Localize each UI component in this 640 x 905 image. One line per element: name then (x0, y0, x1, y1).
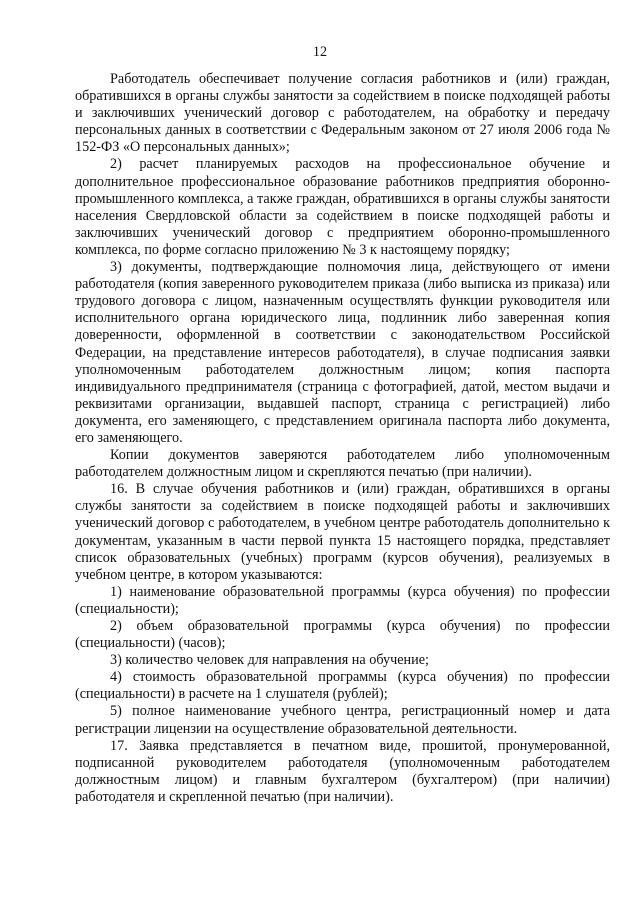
paragraph-consent: Работодатель обеспечивает получение согласия работников и (или) граждан, обратившихся в органы службы занятости за содействием в поиске подходящей работы и заключивших ученический договор с работодателем, на обработку и передачу персональных данных в соответствии с Федеральным законом от 27 июля 2006 года № 152-ФЗ «О персональных данных»; (75, 71, 610, 156)
paragraph-item-2-expense-calculation: 2) расчет планируемых расходов на профессиональное обучение и дополнительное профессиональное образование работников предприятия оборонно-промышленного комплекса, а также граждан, обратившихся в органы службы занятости населения Свердловской области за содействием в поиске подходящей работы и заключивших ученический договор с предприятием оборонно-промышленного комплекса, по форме согласно приложению № 3 к настоящему порядку; (75, 156, 610, 258)
list-item-1-program-name: 1) наименование образовательной программы (курса обучения) по профессии (специальности); (75, 583, 610, 617)
paragraph-section-17: 17. Заявка представляется в печатном виде, прошитой, пронумерованной, подписанной руководителем работодателя (уполномоченным работодателем должностным лицом) и главным бухгалтером (бухгалтером) (при наличии) работодателя и скрепленной печатью (при наличии). (75, 737, 610, 805)
list-item-3-number-of-people: 3) количество человек для направления на обучение; (110, 652, 429, 669)
paragraph-document-copies: Копии документов заверяются работодателем либо уполномоченным работодателем должностным лицом и скрепляются печатью (при наличии). (75, 447, 610, 481)
page-number: 12 (312, 44, 328, 60)
paragraph-section-16: 16. В случае обучения работников и (или) граждан, обратившихся в органы службы занятости за содействием в поиске подходящей работы и заключивших ученический договор с работодателем, в учебном центре работодатель дополнительно к документам, указанным в части первой пункта 15 настоящего порядка, представляет список образовательных (учебных) программ (курсов обучения), реализуемых в учебном центре, в котором указываются: (75, 481, 610, 583)
list-item-5-training-center: 5) полное наименование учебного центра, регистрационный номер и дата регистрации лицензии на осуществление образовательной деятельности. (75, 703, 610, 737)
list-item-2-program-volume: 2) объем образовательной программы (курса обучения) по профессии (специальности) (часов); (75, 618, 610, 652)
document-body (75, 71, 610, 806)
paragraph-item-3-authority-documents: 3) документы, подтверждающие полномочия лица, действующего от имени работодателя (копия заверенного руководителем приказа (либо выписка из приказа) или трудового договора с лицом, назначенным осуществлять функции руководителя или исполнительного органа юридического лица, подлинник либо заверенная копия доверенности, оформленной в соответствии с законодательством Российской Федерации, на представление интересов работодателя), в случае подписания заявки уполномоченным работодателем должностным лицом; копия паспорта индивидуального предпринимателя (страница с фотографией, датой, местом выдачи и реквизитами организации, выдавшей паспорт, страница с регистрацией) либо документа, его заменяющего, с представлением оригинала паспорта либо документа, его заменяющего. (75, 259, 610, 446)
list-item-4-program-cost: 4) стоимость образовательной программы (курса обучения) по профессии (специальности) в расчете на 1 слушателя (рублей); (75, 669, 610, 703)
